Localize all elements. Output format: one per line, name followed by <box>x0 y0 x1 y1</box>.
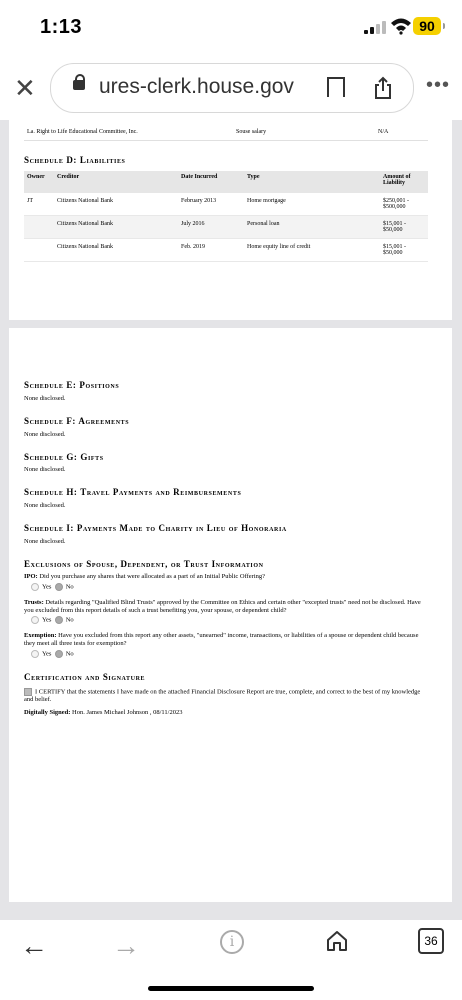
bookmark-icon[interactable] <box>327 77 345 97</box>
back-arrow-icon[interactable]: ← <box>20 930 48 961</box>
liabilities-table: Owner Creditor Date Incurred Type Amount of Liability JT Citizens National Bank February 2013 Home mortgage $250,001 - $500,000 Citizens National Bank July 2016 Personal loan $15,001 - $50,000 Citizens National Bank Feb. 2019 Home equity line of credit $15,001 - $50,000 <box>24 171 428 262</box>
previous-table-row: La. Right to Life Educational Committee, Inc. Souse salary N/A <box>24 126 428 141</box>
forward-arrow-icon[interactable]: → <box>112 930 140 961</box>
ipo-options: Yes No <box>31 583 74 591</box>
table-row: Citizens National Bank Feb. 2019 Home equity line of credit $15,001 - $50,000 <box>24 239 428 262</box>
info-icon[interactable]: i <box>220 930 244 954</box>
schedule-i-title: Schedule I: Payments Made to Charity in Lieu of Honoraria <box>24 523 287 533</box>
schedule-g-title: Schedule G: Gifts <box>24 452 104 462</box>
lock-icon <box>73 80 85 90</box>
ipo-yes-radio[interactable] <box>31 583 39 591</box>
ipo-question: IPO: Did you purchase any shares that were allocated as a part of an Initial Public Offering? <box>24 573 266 580</box>
share-icon[interactable] <box>373 76 393 100</box>
status-time: 1:13 <box>40 16 83 38</box>
table-row: Citizens National Bank July 2016 Personal loan $15,001 - $50,000 <box>24 216 428 239</box>
exemption-no-radio[interactable] <box>55 650 63 658</box>
schedule-f-title: Schedule F: Agreements <box>24 416 130 426</box>
wifi-icon <box>390 17 412 35</box>
document-page-2 <box>9 328 452 902</box>
address-bar[interactable] <box>50 63 414 113</box>
table-row: JT Citizens National Bank February 2013 Home mortgage $250,001 - $500,000 <box>24 193 428 216</box>
document-page-1 <box>9 120 452 320</box>
cellular-signal-icon <box>364 20 386 34</box>
certification-title: Certification and Signature <box>24 672 146 682</box>
schedule-g-note: None disclosed. <box>24 466 66 473</box>
close-icon[interactable]: ✕ <box>14 73 36 103</box>
ipo-no-radio[interactable] <box>55 583 63 591</box>
trusts-yes-radio[interactable] <box>31 616 39 624</box>
schedule-h-title: Schedule H: Travel Payments and Reimbursements <box>24 487 242 497</box>
home-indicator <box>148 986 314 991</box>
status-bar <box>0 0 462 56</box>
schedule-e-note: None disclosed. <box>24 395 66 402</box>
home-icon[interactable] <box>326 930 348 952</box>
exclusions-title: Exclusions of Spouse, Dependent, or Trust Information <box>24 559 264 569</box>
tabs-count-button[interactable]: 36 <box>418 928 444 954</box>
trusts-no-radio[interactable] <box>55 616 63 624</box>
trusts-question: Trusts: Details regarding "Qualified Blind Trusts" approved by the Committee on Ethics and certain other "excepted trusts" need not be disclosed. Have you excluded from this report details of such a trust benefiting you, your spouse, or dependent child? <box>24 599 421 614</box>
exemption-yes-radio[interactable] <box>31 650 39 658</box>
certify-checkbox[interactable] <box>24 688 32 696</box>
schedule-h-note: None disclosed. <box>24 502 66 509</box>
schedule-i-note: None disclosed. <box>24 538 66 545</box>
exemption-question: Exemption: Have you excluded from this report any other assets, "unearned" income, transactions, or liabilities of a spouse or dependent child because they meet all three tests for exemption? <box>24 632 419 647</box>
battery-icon: 90 <box>413 17 441 35</box>
browser-bottom-bar <box>0 920 462 1000</box>
url-text: ures-clerk.house.gov <box>99 75 294 98</box>
schedule-f-note: None disclosed. <box>24 431 66 438</box>
certification-statement: I CERTIFY that the statements I have made on the attached Financial Disclosure Report are true, complete, and correct to the best of my knowledge and belief. <box>24 688 421 703</box>
trusts-options: Yes No <box>31 616 74 624</box>
browser-toolbar <box>0 56 462 120</box>
schedule-d-title: Schedule D: Liabilities <box>24 155 126 165</box>
more-options-icon[interactable]: ••• <box>426 74 451 96</box>
schedule-e-title: Schedule E: Positions <box>24 380 120 390</box>
exemption-options: Yes No <box>31 650 74 658</box>
digital-signature: Digitally Signed: Hon. James Michael Johnson , 08/11/2023 <box>24 709 183 716</box>
